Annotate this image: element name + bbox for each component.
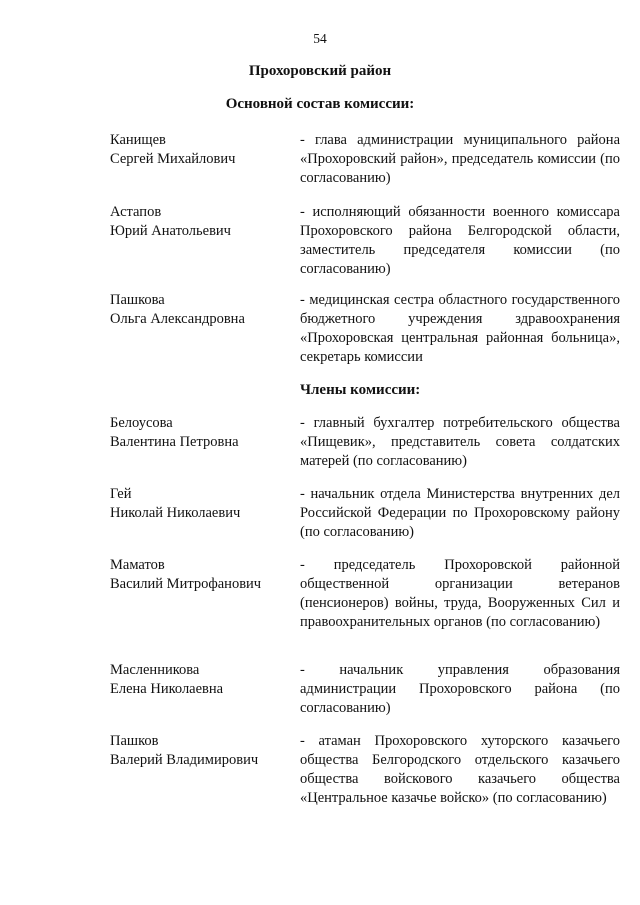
member-given-names: Валерий Владимирович <box>110 752 259 768</box>
member-surname: Масленникова <box>110 662 200 678</box>
member-role: - исполняющий обязанности военного комиссара Прохоровского района Белгородской области, заместитель председателя комиссии (по согласованию) <box>300 204 620 277</box>
member-given-names: Елена Николаевна <box>110 681 224 697</box>
member-surname: Гей <box>110 486 132 502</box>
member-name <box>110 414 290 452</box>
member-name <box>110 556 290 594</box>
member-role: - начальник управления образования администрации Прохоровского района (по согласованию) <box>300 662 620 716</box>
member-surname: Белоусова <box>110 415 173 431</box>
page-number: 54 <box>313 31 327 46</box>
member-given-names: Валентина Петровна <box>110 434 239 450</box>
member-name <box>110 485 290 523</box>
member-role: - глава администрации муниципального района «Прохоровский район», председатель комиссии (по согласованию) <box>300 132 620 186</box>
member-surname: Пашкова <box>110 292 165 308</box>
member-given-names: Василий Митрофанович <box>110 576 262 592</box>
member-given-names: Сергей Михайлович <box>110 151 236 167</box>
member-surname: Канищев <box>110 132 166 148</box>
member-surname: Пашков <box>110 733 159 749</box>
member-name <box>110 131 290 169</box>
member-surname: Астапов <box>110 204 162 220</box>
member-given-names: Николай Николаевич <box>110 505 241 521</box>
member-surname: Маматов <box>110 557 165 573</box>
member-given-names: Ольга Александровна <box>110 311 245 327</box>
member-role: - атаман Прохоровского хуторского казачьего общества Белгородского отдельского казачьего общества войскового казачьего общества «Центральное казачье войско» (по согласованию) <box>300 733 620 806</box>
member-role: - начальник отдела Министерства внутренних дел Российской Федерации по Прохоровскому району (по согласованию) <box>300 486 620 540</box>
member-given-names: Юрий Анатольевич <box>110 223 231 239</box>
main-composition-heading: Основной состав комиссии: <box>225 96 415 112</box>
members-heading: Члены комиссии: <box>300 382 421 398</box>
member-role: - председатель Прохоровской районной общественной организации ветеранов (пенсионеров) войны, труда, Вооруженных Сил и правоохранительных органов (по согласованию) <box>300 557 620 630</box>
member-name <box>110 732 290 770</box>
member-role: - главный бухгалтер потребительского общества «Пищевик», представитель совета солдатских матерей (по согласованию) <box>300 415 620 469</box>
member-role: - медицинская сестра областного государственного бюджетного учреждения здравоохранения «Прохоровская центральная районная больница», секретарь комиссии <box>300 292 620 365</box>
member-name <box>110 661 290 699</box>
district-title: Прохоровский район <box>248 63 392 79</box>
member-name <box>110 203 290 241</box>
member-name <box>110 291 290 329</box>
